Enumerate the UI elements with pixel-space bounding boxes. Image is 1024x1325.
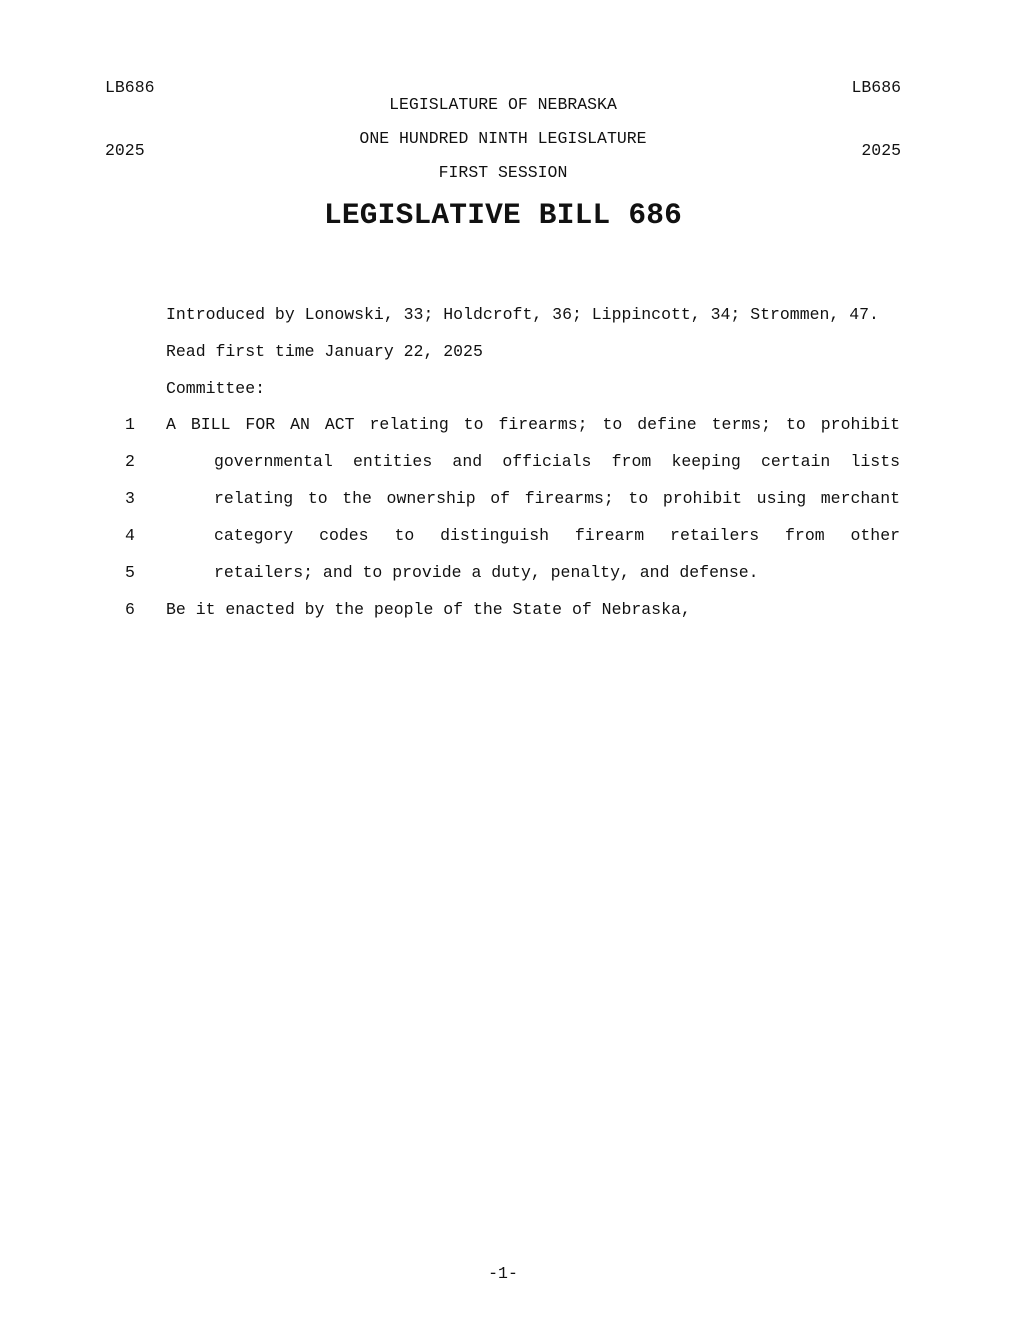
body-line: category codes to distinguish firearm retailers from other xyxy=(214,526,900,545)
legislature-name: LEGISLATURE OF NEBRASKA xyxy=(389,95,617,114)
legislature-number: ONE HUNDRED NINTH LEGISLATURE xyxy=(359,129,647,148)
line-number: 6 xyxy=(125,600,135,619)
bill-title: LEGISLATIVE BILL 686 xyxy=(323,198,683,232)
enacting-clause: Be it enacted by the people of the State of Nebraska, xyxy=(166,600,691,619)
body-line: relating to the ownership of firearms; to prohibit using merchant xyxy=(214,489,900,508)
body-line: retailers; and to provide a duty, penalty, and defense. xyxy=(214,563,759,582)
read-first-time: Read first time January 22, 2025 xyxy=(166,342,483,361)
year-left: 2025 xyxy=(105,141,145,160)
line-number: 4 xyxy=(125,526,135,545)
bill-id-left: LB686 xyxy=(105,78,155,97)
body-line: A BILL FOR AN ACT relating to firearms; to define terms; to prohibit xyxy=(166,415,900,434)
page-number: -1- xyxy=(488,1264,518,1283)
year-right: 2025 xyxy=(861,141,901,160)
introduced-by: Introduced by Lonowski, 33; Holdcroft, 36; Lippincott, 34; Strommen, 47. xyxy=(166,305,879,324)
line-number: 5 xyxy=(125,563,135,582)
committee-label: Committee: xyxy=(166,379,266,398)
line-number: 2 xyxy=(125,452,135,471)
session-name: FIRST SESSION xyxy=(438,163,568,182)
bill-id-right: LB686 xyxy=(851,78,901,97)
line-number: 1 xyxy=(125,415,135,434)
line-number: 3 xyxy=(125,489,135,508)
body-line: governmental entities and officials from keeping certain lists xyxy=(214,452,900,471)
